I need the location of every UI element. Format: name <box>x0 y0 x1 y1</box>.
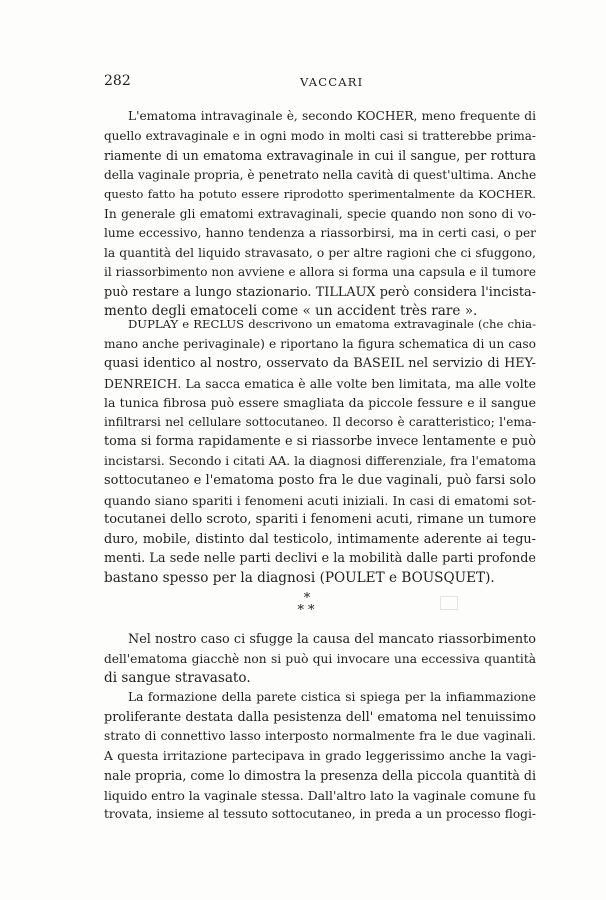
text-line: sottocutaneo e l'ematoma posto fra le due vaginali, può farsi solo <box>104 473 536 488</box>
running-head: VACCARI <box>300 75 364 89</box>
section-separator <box>292 593 322 617</box>
text-line: quando siano spariti i fenomeni acuti iniziali. In casi di ematomi sot- <box>104 492 536 508</box>
text-line: la tunica fibrosa può essere smagliata da piccole fessure e il sangue <box>104 395 536 410</box>
separator-star: * <box>303 591 311 606</box>
text-line: toma si forma rapidamente e si riassorbe invece lentamente e può <box>104 434 536 449</box>
text-line: trovata, insieme al tessuto sottocutaneo, in preda a un processo flogi- <box>104 807 536 821</box>
text-line: L'ematoma intravaginale è, secondo KOCHER, meno frequente di <box>128 109 536 123</box>
text-line: bastano spesso per la diagnosi (POULET e BOUSQUET). <box>104 569 495 586</box>
text-line: il riassorbimento non avviene e allora si forma una capsula e il tumore <box>104 265 536 279</box>
text-line: può restare a lungo stazionario. TILLAUX però considera l'incista- <box>104 284 536 300</box>
text-line: lume eccessivo, hanno tendenza a riassorbirsi, ma in certi casi, o per <box>104 226 536 240</box>
paragraph-2 <box>104 315 536 588</box>
text-line: DUPLAY e RECLUS descrivono un ematoma extravaginale (che chia- <box>128 317 536 331</box>
paragraph-3 <box>104 630 536 689</box>
text-line: DENREICH. La sacca ematica è alle volte ben limitata, ma alle volte <box>104 375 536 391</box>
text-line: riamente di un ematoma extravaginale in cui il sangue, per rottura <box>104 148 536 163</box>
text-line: La formazione della parete cistica si spiega per la infiammazione <box>128 690 536 704</box>
text-line: dell'ematoma giacchè non si può qui invocare una eccessiva quantità <box>104 651 536 666</box>
page-number: 282 <box>104 73 131 89</box>
text-line: questo fatto ha potuto essere riprodotto sperimentalmente da KOCHER. <box>104 187 536 201</box>
text-line: la quantità del liquido stravasato, o per altre ragioni che ci sfuggono, <box>104 245 536 260</box>
text-line: incistarsi. Secondo i citati AA. la diagnosi differenziale, fra l'ematoma <box>104 453 536 468</box>
text-line: In generale gli ematomi extravaginali, specie quando non sono di vo- <box>104 206 536 221</box>
text-line: infiltrarsi nel cellulare sottocutaneo. Il decorso è caratteristico; l'ema- <box>104 414 536 429</box>
text-line: quasi identico al nostro, osservato da BASEIL nel servizio di HEY- <box>104 356 536 371</box>
text-line: duro, mobile, distinto dal testicolo, intimamente aderente ai tegu- <box>104 531 536 547</box>
text-line: proliferante destata dalla pesistenza dell' ematoma nel tenuissimo <box>104 709 536 725</box>
text-line: della vaginale propria, è penetrato nella cavità di quest'ultima. Anche <box>104 167 537 182</box>
text-line: menti. La sede nelle parti declivi e la mobilità dalle parti profonde <box>104 551 536 566</box>
text-line: di sangue stravasato. <box>104 670 251 686</box>
paragraph-1 <box>104 107 536 322</box>
text-line: quello extravaginale e in ogni modo in molti casi si tratterebbe prima- <box>104 128 536 143</box>
paragraph-4 <box>104 688 536 825</box>
text-line: Nel nostro caso ci sfugge la causa del mancato riassorbimento <box>128 632 536 647</box>
text-line: mano anche perivaginale) e riportano la figura schematica di un caso <box>104 336 536 351</box>
text-line: nale propria, come lo dimostra la presenza della piccola quantità di <box>104 768 536 783</box>
library-stamp <box>440 596 458 610</box>
text-line: tocutanei dello scroto, spariti i fenomeni acuti, rimane un tumore <box>104 512 537 527</box>
text-line: A questa irritazione partecipava in grado leggerissimo anche la vagi- <box>104 748 536 763</box>
text-line: strato di connettivo lasso interposto normalmente fra le due vaginali. <box>104 729 536 743</box>
text-line: mento degli ematoceli come « un accident très rare ». <box>104 303 478 319</box>
separator-stars: ** <box>297 603 319 618</box>
text-line: liquido entro la vaginale stessa. Dall'altro lato la vaginale comune fu <box>104 787 536 803</box>
